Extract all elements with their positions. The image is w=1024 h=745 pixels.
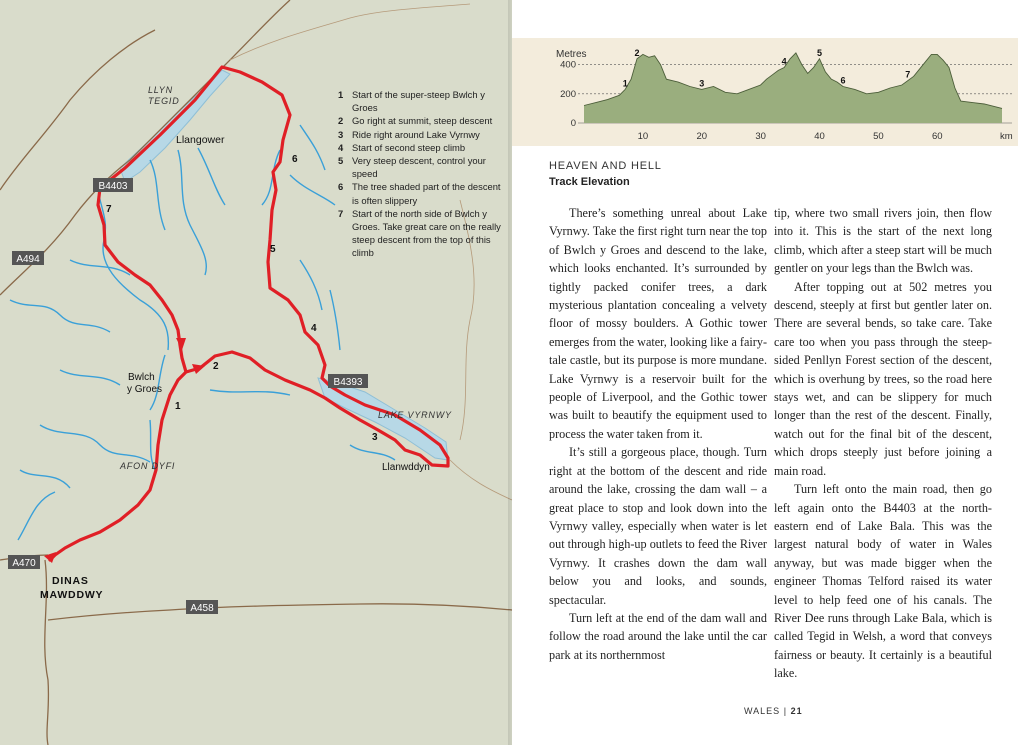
y-tick-label: 0	[570, 118, 576, 129]
elevation-ylabel: Metres	[556, 49, 587, 60]
body-column-1	[549, 204, 767, 664]
map-marker-4: 4	[311, 323, 317, 334]
page-footer	[744, 706, 803, 716]
elevation-fill	[584, 53, 1002, 123]
road-a494-label: A494	[16, 254, 40, 265]
elevation-marker: 5	[816, 47, 823, 58]
road-a458-label: A458	[190, 603, 214, 614]
road-b4403-label: B4403	[98, 181, 128, 192]
bwlch-label-line1: Bwlch	[128, 372, 155, 383]
elevation-marker: 2	[634, 47, 640, 58]
paragraph-continued: tip, where two small rivers join, then flow into it. This is the start of the next long climb, which after a steep start will be much gentler on your legs than the Bwlch was.	[774, 206, 992, 276]
legend-item: 6 The tree shaded part of the descent is often slippery	[338, 181, 501, 206]
mawddwy-label: MAWDDWY	[40, 589, 104, 601]
elevation-x-ticks	[638, 131, 943, 142]
x-tick-label: 40	[814, 131, 825, 142]
footer-separator: |	[783, 706, 788, 716]
body-column-2	[774, 204, 992, 683]
elevation-chart	[512, 38, 1018, 146]
legend-item: 1 Start of the super-steep Bwlch y Groes	[338, 89, 485, 114]
x-tick-label: 20	[696, 131, 708, 142]
tegid-label: TEGID	[148, 96, 180, 106]
elevation-marker: 1	[622, 78, 628, 89]
llyn-tegid-lake	[120, 70, 230, 182]
legend-item: 4 Start of second steep climb	[338, 141, 466, 153]
map-marker-6: 6	[292, 154, 298, 165]
paragraph: Turn left onto the main road, then go left again onto the B4403 at the north-eastern end of Lake Bala. This was the largest natural body of water in Wales anyway, but was made bigger when the engineer Thomas Telford raised its water level to help feed one of his canals. The River Dee runs through Lake Bala, which is called Tegid in Welsh, a word that conveys fairness or beauty. It certainly is a beautiful lake.	[774, 482, 992, 681]
road-a458-shield	[186, 600, 218, 614]
map-marker-5: 5	[270, 244, 276, 255]
llanwddyn-label: Llanwddyn	[382, 462, 430, 473]
bwlch-label-line2: y Groes	[127, 384, 163, 395]
map-marker-7: 7	[106, 204, 112, 215]
dinas-label: DINAS	[52, 575, 89, 587]
legend-item: 2 Go right at summit, steep descent	[338, 115, 493, 127]
elevation-panel	[512, 38, 1018, 146]
legend-item: 5 Very steep descent, control your speed	[338, 155, 486, 180]
y-tick-label: 400	[560, 59, 576, 71]
y-tick-label: 200	[560, 88, 576, 100]
lake-vyrnwy-label: LAKE VYRNWY	[378, 410, 452, 420]
map-legend	[338, 88, 503, 260]
elevation-y-ticks	[560, 60, 576, 129]
road-a494-shield	[12, 251, 44, 265]
section-title: HEAVEN AND HELL	[549, 160, 662, 172]
road-a470-shield	[8, 555, 40, 569]
legend-item: 3 Ride right around Lake Vyrnwy	[338, 128, 480, 140]
elevation-marker: 3	[699, 78, 705, 89]
paragraph: After topping out at 502 metres you descend, steeply at first but gentler later on. There are several bends, so take care. Take care too when you pass through the steep-sided Penllyn Forest section of the descent, which is overhung by trees, so the road here stays wet, and can be slippery for much longer than the rest of the descent. Finally, watch out for the final bit of the descent, which drops steeply just before joining a main road.	[774, 279, 992, 478]
x-tick-label: 30	[755, 131, 766, 142]
page-number: 21	[790, 706, 803, 716]
paragraph: Turn left at the end of the dam wall and follow the road around the lake until the car park at its northernmost	[549, 610, 767, 662]
legend-item: 7 Start of the north side of Bwlch y Groes. Take great care on the really steep descent from the top of this climb	[338, 207, 501, 259]
x-tick-label: 10	[637, 131, 649, 142]
road-b4393-shield	[328, 374, 368, 388]
road-b4393-label: B4393	[333, 377, 363, 388]
paragraph: There’s something unreal about Lake Vyrnwy. Take the first right turn near the top of Bwlch y Groes and descend to the lake, which looks enchanted. It’s surrounded by tightly packed conifer trees, a dark mysterious plantation concealing a velvety floor of mossy boulders. A Gothic tower emerges from the water, looking like a fairy-tale castle, but its purpose is more mundane. Lake Vyrnwy is a reservoir built for the people of Liverpool, and the Gothic tower was built to beautify the equipment used to process the water taken from it.	[549, 206, 767, 441]
elevation-marker: 4	[781, 56, 787, 67]
llyn-label: LLYN	[148, 85, 173, 95]
map-marker-3: 3	[372, 432, 378, 443]
footer-section: WALES	[744, 706, 781, 716]
elevation-area	[584, 53, 1002, 123]
road-b4403-shield	[93, 178, 133, 192]
map-marker-2: 2	[213, 361, 219, 372]
elevation-marker: 7	[905, 69, 911, 80]
map-marker-1: 1	[175, 401, 181, 412]
llangower-label: Llangower	[176, 134, 225, 146]
x-tick-label: 50	[873, 131, 884, 142]
elevation-marker: 6	[840, 75, 846, 86]
road-a470-label: A470	[12, 558, 36, 569]
paragraph: It’s still a gorgeous place, though. Turn right at the bottom of the descent and ride around the lake, crossing the dam wall – a great place to stop and look down into the Vyrnwy valley, especially when water is let out through high-up outlets to feed the River Vyrnwy. It crashes down the dam wall below you and looks, and sounds, spectacular.	[549, 445, 767, 607]
x-tick-label: 60	[931, 131, 943, 142]
elevation-xlabel: km	[1000, 131, 1013, 142]
afon-dyfi-label: AFON DYFI	[120, 461, 176, 471]
chart-title: Track Elevation	[549, 176, 630, 188]
